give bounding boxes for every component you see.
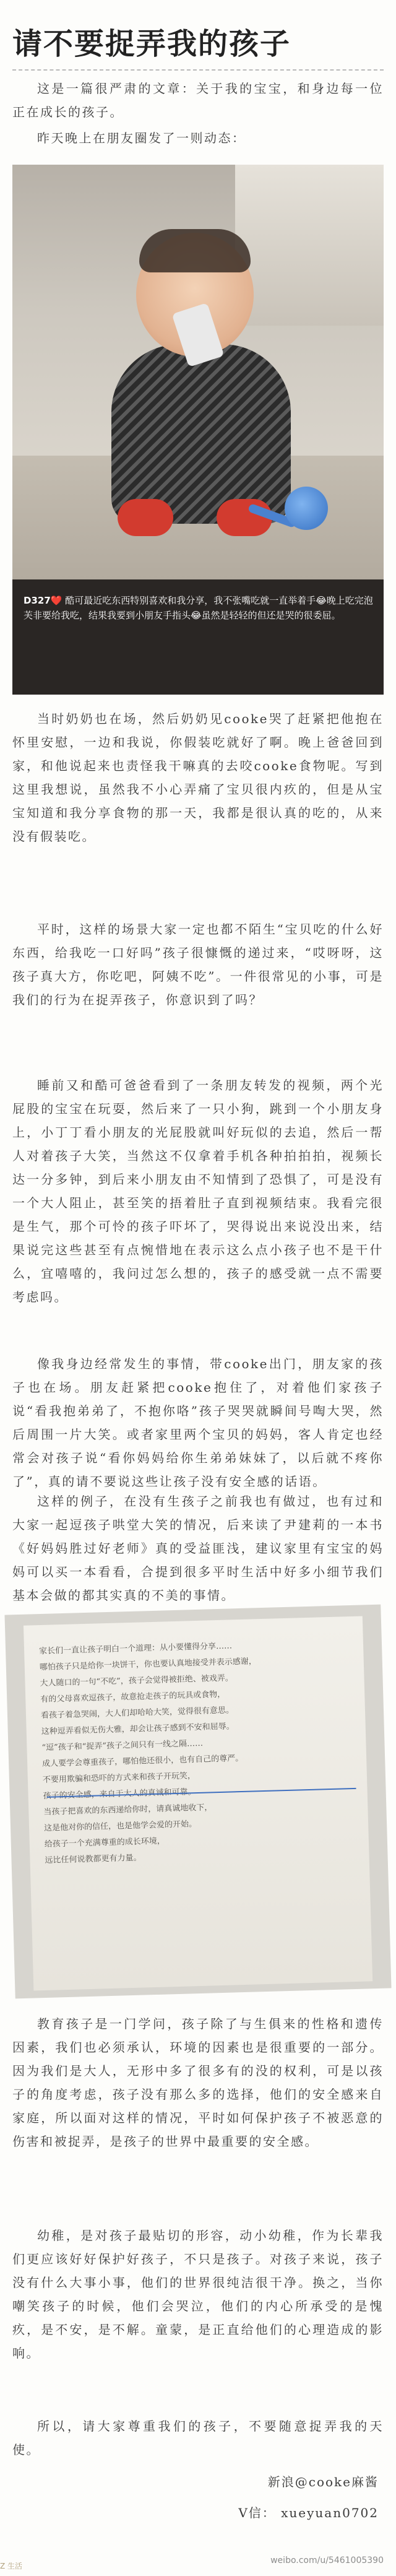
book-line: 哪怕孩子只是给你一块饼干，你也要认真地接受并表示感谢， (39, 1657, 257, 1673)
paragraph-6: 教育孩子是一门学问，孩子除了与生俱来的性格和遗传因素，我们也必须承认，环境的因素也是很重要的一部分。因为我们是大人，无形中多了很多有的没的权利，可是以孩子的角度考虑，孩子没有那么多的选择，他们的安全感来自家庭，所以面对这样的情况，平时如何保护孩子不被恶意的伤害和被捉弄，是孩子的世界中最重要的安全感。 (12, 2016, 384, 2149)
book-line: 这种逗弄看似无伤大雅，却会让孩子感到不安和屈辱。 (41, 1722, 235, 1737)
book-line: 大人随口的一句“不吃”，孩子会觉得被拒绝、被戏弄。 (40, 1673, 233, 1689)
paragraph-1: 当时奶奶也在场，然后奶奶见cooke哭了赶紧把他抱在怀里安慰，一边和我说，你假装吃就好了啊。晚上爸爸回到家，和他说起来也责怪我干嘛真的去咬cooke食物呢。写到这里我想说，虽然我不小心弄痛了宝贝很内疚的，但是从宝宝知道和我分享食物的那一天，我都是很认真的吃的，从来没有假装吃。 (12, 711, 384, 844)
book-line: 家长们一直让孩子明白一个道理：从小要懂得分享…… (38, 1641, 233, 1657)
book-line: 成人要学会尊重孩子，哪怕他还很小，也有自己的尊严。 (42, 1753, 244, 1769)
title-divider (12, 69, 384, 71)
book-line: 远比任何说教都更有力量。 (45, 1853, 142, 1865)
book-text (39, 1635, 355, 1869)
paragraph-4: 像我身边经常发生的事情，带cooke出门，朋友家的孩子也在场。朋友赶紧把cooke抱住了，对着他们家孩子说“看我抱弟弟了，不抱你咯”孩子哭哭就瞬间号啕大哭，然后周围一片大笑。或者家里两个宝贝的妈妈，客人肯定也经常会对孩子说“看你妈妈给你生弟弟妹妹了，以后就不疼你了”，真的请不要说这些让孩子没有安全感的话语。 (12, 1356, 384, 1489)
post-body: 酷可最近吃东西特别喜欢和我分享，我不张嘴吃就一直举着手😂晚上吃完泡芙非要给我吃，结果我要到小朋友手指头😂虽然是轻轻的但还是哭的很委屈。 (24, 595, 373, 621)
baby-photo (12, 165, 384, 579)
book-line: 给孩子一个充满尊重的成长环境， (44, 1836, 165, 1849)
book-line: “逗”孩子和“捉弄”孩子之间只有一线之隔…… (41, 1738, 204, 1753)
paragraph-7: 幼稚，是对孩子最贴切的形容，动小幼稚，作为长辈我们更应该好好保护好孩子，不只是孩子。对孩子来说，孩子没有什么大事小事，他们的世界很纯洁很干净。换之，当你嘲笑孩子的时候，他们会哭泣，他们的内心所承受的是愧疚，是不安，是不解。童蒙，是正直给他们的心理造成的影响。 (12, 2228, 384, 2361)
weibo-watermark: weibo.com/u/5461005390 (270, 2556, 384, 2565)
signature-weibo: 新浪@cooke麻酱 (267, 2474, 379, 2489)
signature-wechat: V信： xueyuan0702 (238, 2505, 379, 2520)
post-username: D327❤️ (24, 595, 62, 606)
book-line: 不要用欺骗和恐吓的方式来和孩子开玩笑， (42, 1771, 196, 1785)
book-line: 孩子的安全感，来自于大人的真诚和可靠。 (43, 1787, 196, 1801)
paragraph-5: 这样的例子，在没有生孩子之前我也有做过，也有过和大家一起逗孩子哄堂大笑的情况，后来读了尹建莉的一本书《好妈妈胜过好老师》真的受益匪浅，建议家里有宝宝的妈妈可以买一本看看，合提到很多平时生活中好多小细节我们基本会做的都其实真的不美的事情。 (12, 1494, 384, 1603)
paragraph-3: 睡前又和酷可爸爸看到了一条朋友转发的视频，两个光屁股的宝宝在玩耍，然后来了一只小狗，跳到一个小朋友身上，小丁丁看小朋友的光屁股就叫好玩似的去追，然后一帮人对着孩子大笑，当然这不仅拿着手机各种拍拍拍，视频长达一分多钟，到后来小朋友由不知情到了恐惧了，可是没有一个大人阻止，甚至笑的捂着肚子直到视频结束。我看完很是生气，那个可怜的孩子吓坏了，哭得说出来说没出来，结果说完这些甚至有点惋惜地在表示这么点小孩子也不是干什么，宜嘻嘻的，我问过怎么想的，孩子的感受就一点不需要考虑吗。 (12, 1078, 384, 1304)
paragraph-8: 所以，请大家尊重我们的孩子，不要随意捉弄我的天使。 (12, 2419, 384, 2457)
toy-rattle (285, 487, 328, 530)
book-line: 有的父母喜欢逗孩子，故意抢走孩子的玩具或食物， (40, 1689, 226, 1705)
book-line: 看孩子着急哭闹，大人们却哈哈大笑，觉得很有意思。 (40, 1706, 235, 1721)
post-caption (24, 593, 374, 623)
lead-paragraph: 昨天晚上在朋友圈发了一则动态： (37, 131, 246, 145)
book-line: 这是他对你的信任，也是他学会爱的开始。 (43, 1819, 197, 1833)
intro-paragraph: 这是一篇很严肃的文章：关于我的宝宝，和身边每一位正在成长的孩子。 (12, 81, 384, 119)
paragraph-2: 平时，这样的场景大家一定也都不陌生“宝贝吃的什么好东西，给我吃一口好吗”孩子很慷慨的递过来，“哎呀呀，这孩子真大方，你吃吧，阿姨不吃”。一件很常见的小事，可是我们的行为在捉弄孩子，你意识到了吗？ (12, 922, 384, 1007)
book-page-photo (4, 1605, 391, 1999)
article-title: 请不要捉弄我的孩子 (12, 27, 291, 61)
corner-mark: Z 生活 (0, 2562, 23, 2570)
moments-post-screenshot (12, 165, 384, 695)
book-line: 当孩子把喜欢的东西递给你时，请真诚地收下， (43, 1803, 213, 1817)
